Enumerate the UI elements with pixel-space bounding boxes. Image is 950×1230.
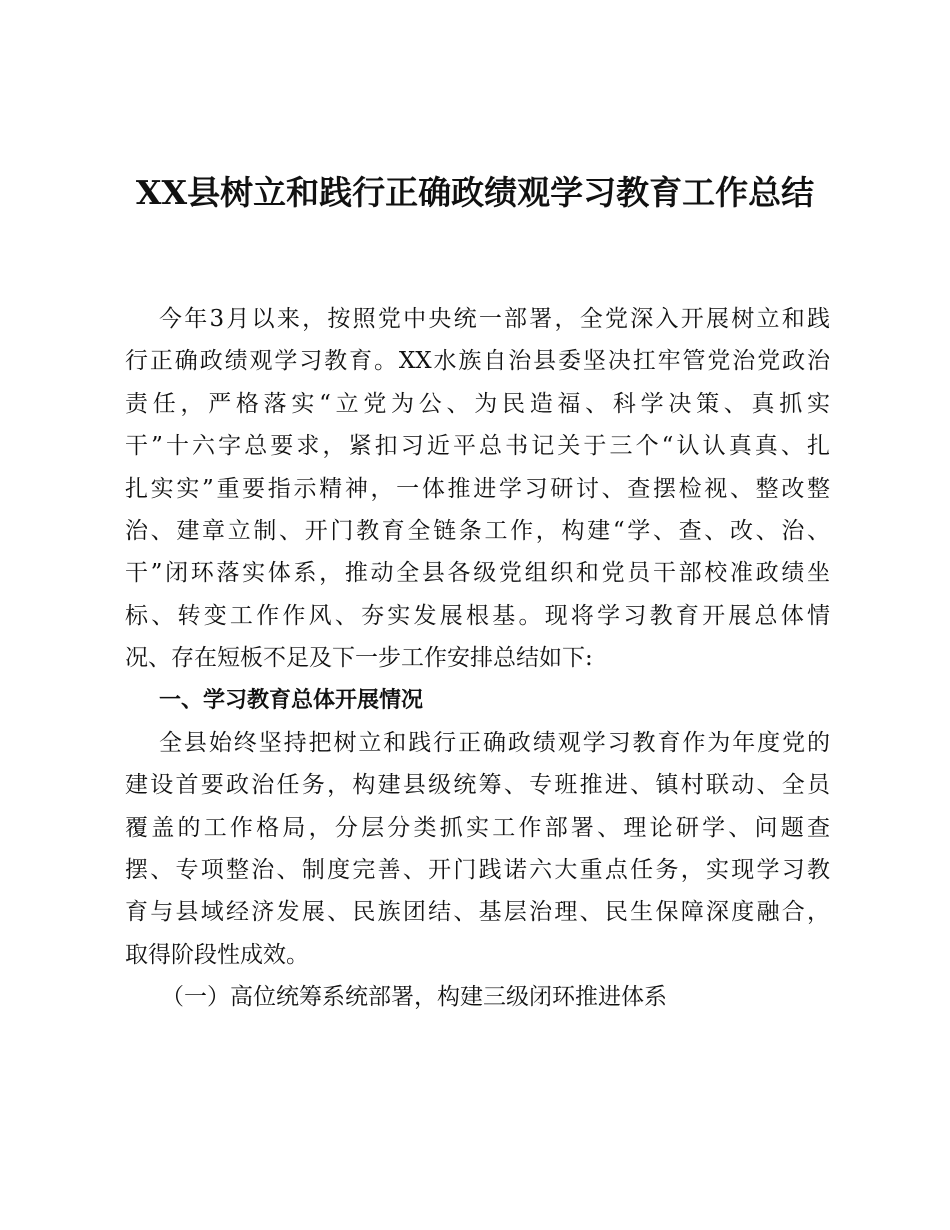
section1-line-6: 取得阶段性成效。 xyxy=(125,941,309,968)
intro-line-2: 行正确政绩观学习教育。XX水族自治县委坚决扛牢管党治党政治 xyxy=(125,348,830,375)
intro-line-3: 责任，严格落实“立党为公、为民造福、科学决策、真抓实 xyxy=(125,390,830,417)
section1-line-3: 覆盖的工作格局，分层分类抓实工作部署、理论研学、问题查 xyxy=(125,814,830,841)
document-title: XX县树立和践行正确政绩观学习教育工作总结 xyxy=(135,173,815,212)
intro-line-8: 标、转变工作作风、夯实发展根基。现将学习教育开展总体情 xyxy=(125,602,830,629)
section1-line-2: 建设首要政治任务，构建县级统筹、专班推进、镇村联动、全员 xyxy=(125,772,830,799)
intro-line-9: 况、存在短板不足及下一步工作安排总结如下: xyxy=(125,645,593,672)
intro-line-5: 扎实实”重要指示精神，一体推进学习研讨、查摆检视、整改整 xyxy=(125,475,830,502)
section1-line-4: 摆、专项整治、制度完善、开门践诺六大重点任务，实现学习教 xyxy=(125,857,830,884)
section1-line-1: 全县始终坚持把树立和践行正确政绩观学习教育作为年度党的 xyxy=(159,729,830,756)
document-body xyxy=(125,298,830,1019)
subsection-heading-1: （一）高位统筹系统部署，构建三级闭环推进体系 xyxy=(161,984,667,1011)
section1-line-5: 育与县域经济发展、民族团结、基层治理、民生保障深度融合， xyxy=(125,899,830,926)
intro-line-6: 治、建章立制、开门教育全链条工作，构建“学、查、改、治、 xyxy=(125,517,830,544)
intro-line-7: 干”闭环落实体系，推动全县各级党组织和党员干部校准政绩坐 xyxy=(125,560,830,587)
intro-line-1: 今年3月以来，按照党中央统一部署，全党深入开展树立和践 xyxy=(159,306,830,332)
section-heading-1: 一、学习教育总体开展情况 xyxy=(159,687,424,713)
intro-line-4: 干”十六字总要求，紧扣习近平总书记关于三个“认认真真、扎 xyxy=(125,433,830,460)
